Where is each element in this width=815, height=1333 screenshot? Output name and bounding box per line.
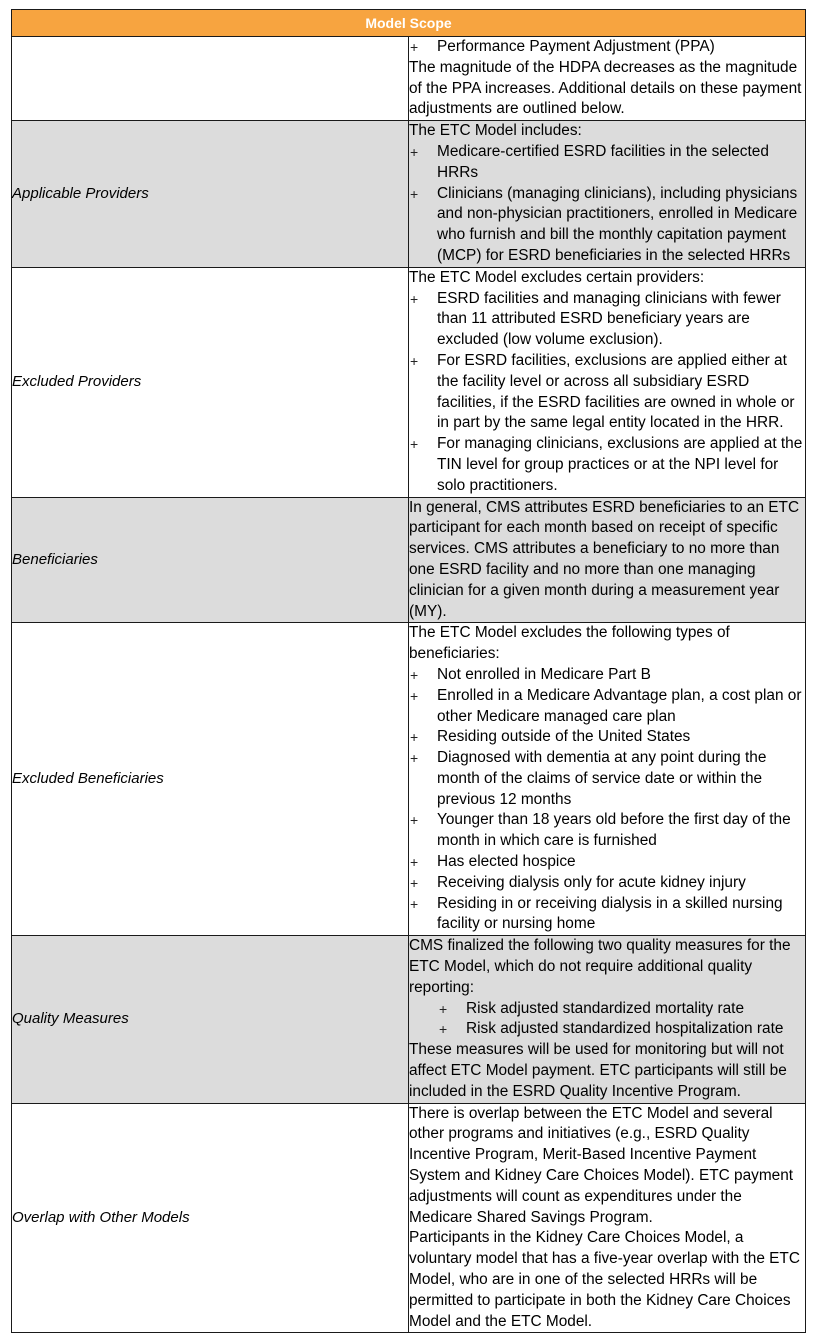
row-content	[409, 121, 806, 268]
paragraph: There is overlap between the ETC Model and several other programs and initiatives (e.g., ESRD Quality Incentive Program, Merit-Based Incentive Payment System and Kidney Care Choices Model). ETC payment adjustments will count as expenditures under the Medicare Shared Savings Program.	[409, 1104, 794, 1226]
row-content	[409, 623, 806, 936]
table-header-row	[12, 10, 806, 37]
row-content	[409, 497, 806, 623]
row-content	[409, 1103, 806, 1333]
paragraph: These measures will be used for monitoring but will not affect ETC Model payment. ETC participants will still be included in the ESRD Quality Incentive Program.	[409, 1041, 787, 1100]
row-label: Applicable Providers	[12, 121, 409, 268]
list-item: + Risk adjusted standardized mortality rate	[409, 999, 805, 1020]
row-content	[409, 37, 806, 121]
list-item: + Medicare-certified ESRD facilities in the selected HRRs	[409, 142, 805, 184]
table-body	[12, 37, 806, 1333]
list-item: + Enrolled in a Medicare Advantage plan, a cost plan or other Medicare managed care plan	[409, 686, 805, 728]
bullet-list	[409, 37, 805, 58]
table-row	[12, 623, 806, 936]
list-item: + Clinicians (managing clinicians), including physicians and non-physician practitioners, enrolled in Medicare who furnish and bill the monthly capitation payment (MCP) for ESRD beneficiaries in the selected HRRs	[409, 184, 805, 267]
bullet-list	[409, 289, 805, 497]
row-label: Beneficiaries	[12, 497, 409, 623]
row-content	[409, 267, 806, 497]
row-label: Quality Measures	[12, 936, 409, 1103]
list-item: + Residing outside of the United States	[409, 727, 805, 748]
paragraph: The ETC Model excludes certain providers:	[409, 268, 705, 286]
paragraph: The ETC Model includes:	[409, 122, 582, 140]
table-row	[12, 497, 806, 623]
paragraph: The magnitude of the HDPA decreases as the magnitude of the PPA increases. Additional details on these payment adjustments are outlined below.	[409, 58, 802, 118]
row-label: Excluded Providers	[12, 267, 409, 497]
table-row	[12, 37, 806, 121]
list-item: + Not enrolled in Medicare Part B	[409, 665, 805, 686]
bullet-list	[409, 999, 805, 1041]
table-row	[12, 121, 806, 268]
model-scope-table	[11, 9, 806, 1333]
list-item: + Has elected hospice	[409, 852, 805, 873]
list-item: + Receiving dialysis only for acute kidney injury	[409, 873, 805, 894]
paragraph: Participants in the Kidney Care Choices Model, a voluntary model that has a five-year overlap with the ETC Model, who are in one of the selected HRRs will be permitted to participate in both the Kidney Care Choices Model and the ETC Model.	[409, 1229, 800, 1330]
row-label: Excluded Beneficiaries	[12, 623, 409, 936]
table-row	[12, 267, 806, 497]
bullet-list	[409, 142, 805, 267]
list-item: + Performance Payment Adjustment (PPA)	[409, 37, 805, 58]
bullet-list	[409, 665, 805, 935]
list-item: + For ESRD facilities, exclusions are applied either at the facility level or across all subsidiary ESRD facilities, if the ESRD facilities are owned in whole or in part by the same legal entity located in the HRR.	[409, 351, 805, 434]
list-item: + Residing in or receiving dialysis in a skilled nursing facility or nursing home	[409, 894, 805, 936]
list-item: + Diagnosed with dementia at any point during the month of the claims of service date or within the previous 12 months	[409, 748, 805, 810]
row-content	[409, 936, 806, 1103]
table-row	[12, 1103, 806, 1333]
paragraph: The ETC Model excludes the following types of beneficiaries:	[409, 624, 730, 663]
table-row	[12, 936, 806, 1103]
row-label	[12, 37, 409, 121]
row-label: Overlap with Other Models	[12, 1103, 409, 1333]
list-item: + For managing clinicians, exclusions are applied at the TIN level for group practices or at the NPI level for solo practitioners.	[409, 434, 805, 496]
paragraph: In general, CMS attributes ESRD beneficiaries to an ETC participant for each month based on receipt of specific services. CMS attributes a beneficiary to no more than one ESRD facility and no more than one managing clinician for a given month during a measurement year (MY).	[409, 498, 800, 620]
list-item: + Risk adjusted standardized hospitalization rate	[409, 1019, 805, 1040]
paragraph: CMS finalized the following two quality measures for the ETC Model, which do not require additional quality reporting:	[409, 937, 791, 996]
list-item: + Younger than 18 years old before the first day of the month in which care is furnished	[409, 810, 805, 852]
table-header-title: Model Scope	[12, 10, 806, 37]
list-item: + ESRD facilities and managing clinicians with fewer than 11 attributed ESRD beneficiary years are excluded (low volume exclusion).	[409, 289, 805, 351]
